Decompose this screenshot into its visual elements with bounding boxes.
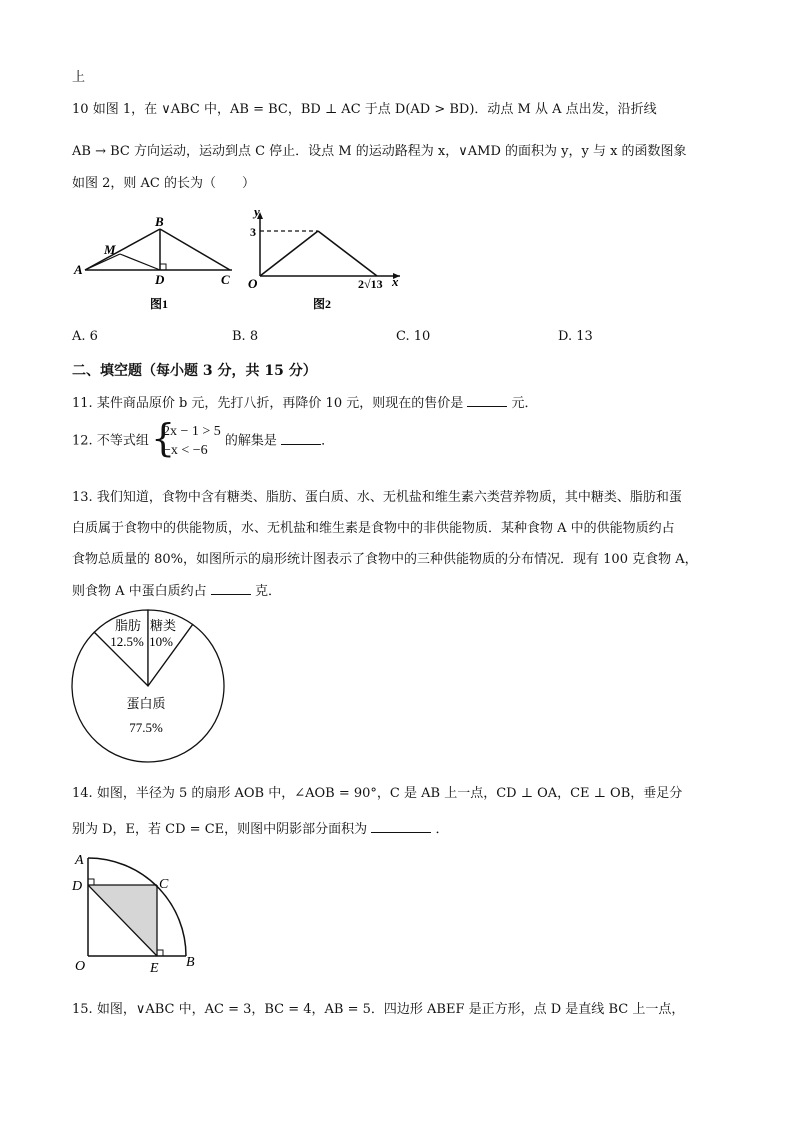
- slice-name-label: 蛋白质: [126, 696, 166, 711]
- label-a: A: [74, 262, 83, 277]
- label-o: O: [75, 959, 86, 974]
- question-12: 12. 不等式组 { 2x − 1 > 5 −x < −6 的解集是 ．: [72, 416, 335, 460]
- question-text: 则食物 A 中蛋白质约占: [72, 584, 207, 599]
- question-text-line: 如图，半径为 5 的扇形 AOB 中，∠AOB = 90°，C 是 AB 上一点，CD ⊥ OA，CE ⊥ OB，垂足分: [96, 786, 683, 801]
- figure-2-caption: 图2: [313, 297, 332, 311]
- question-text-line: 如图，∨ABC 中，AC = 3，BC = 4，AB = 5．四边形 ABEF 是正方形，点 D 是直线 BC 上一点，: [96, 1002, 685, 1017]
- answer-blank: [211, 581, 251, 595]
- graph-rise: [260, 231, 318, 276]
- question-text: 不等式组: [96, 433, 149, 449]
- question-15: [72, 998, 684, 1017]
- label-b: B: [155, 214, 164, 229]
- question-number: 10: [72, 102, 89, 117]
- question-number: 15.: [72, 1002, 93, 1017]
- x-end-label: 2√13: [358, 277, 383, 291]
- option-a: A. 6: [72, 329, 98, 344]
- answer-blank: [371, 819, 431, 833]
- slice-name-label: 糖类: [149, 618, 177, 633]
- graph-fall: [318, 231, 377, 276]
- sector-figure: [70, 848, 200, 978]
- right-angle-mark: [160, 264, 166, 270]
- inequality-system: [150, 416, 221, 460]
- brace-symbol: {: [150, 416, 176, 460]
- question-11: [72, 392, 538, 411]
- question-text: 元．: [511, 396, 538, 411]
- peak-value-label: 3: [250, 225, 256, 239]
- inequality-row: 2x − 1 > 5: [162, 424, 221, 439]
- right-angle-mark-e: [157, 950, 163, 956]
- slice-value-label: 77.5%: [129, 720, 163, 735]
- label-m: M: [104, 242, 116, 257]
- label-a: A: [75, 853, 84, 868]
- label-d: D: [72, 879, 83, 894]
- section-heading: 二、填空题（每小题 3 分，共 15 分）: [72, 363, 317, 379]
- question-number: 13.: [72, 490, 93, 505]
- question-number: 12.: [72, 433, 93, 449]
- question-text-line: 食物总质量的 80%，如图所示的扇形统计图表示了食物中的三种供能物质的分布情况．现有 100 克食物 A，: [72, 552, 698, 567]
- inequality-row: −x < −6: [162, 443, 208, 458]
- slice-value-label: 10%: [149, 634, 173, 649]
- answer-blank: [281, 431, 321, 445]
- right-angle-mark-d: [88, 879, 94, 885]
- question-text-line: 我们知道，食物中含有糖类、脂肪、蛋白质、水、无机盐和维生素六类营养物质，其中糖类、脂肪和蛋: [96, 490, 682, 505]
- y-axis-label: y: [254, 206, 260, 219]
- question-text-line: 白质属于食物中的供能物质，水、无机盐和维生素是食物中的非供能物质．某种食物 A 中的供能物质约占: [72, 521, 675, 536]
- answer-blank: [467, 393, 507, 407]
- label-b: B: [186, 955, 195, 970]
- side-ab: [85, 229, 160, 270]
- slice-value-label: 12.5%: [110, 634, 144, 649]
- option-c: C. 10: [396, 329, 431, 344]
- label-c: C: [221, 272, 230, 287]
- label-c: C: [159, 877, 169, 892]
- option-d: D. 13: [558, 329, 593, 344]
- question-text-line: 如图 2，则 AC 的长为（ ）: [72, 176, 256, 191]
- question-text-line: 如图 1，在 ∨ABC 中，AB = BC，BD ⊥ AC 于点 D(AD > BD)．动点 M 从 A 点出发，沿折线: [92, 102, 657, 117]
- segment-md: [120, 254, 160, 270]
- pie-chart: [70, 608, 226, 764]
- question-text: 克．: [254, 584, 281, 599]
- question-text: ．: [435, 822, 449, 837]
- side-bc: [160, 229, 230, 270]
- slice-name-label: 脂肪: [114, 618, 142, 633]
- label-e: E: [150, 961, 159, 976]
- question-number: 14.: [72, 786, 93, 801]
- question-text: 某件商品原价 b 元，先打八折，再降价 10 元，则现在的售价是: [96, 396, 464, 411]
- question-text: 别为 D，E，若 CD = CE，则图中阴影部分面积为: [72, 822, 368, 837]
- figure-1-triangle: [72, 214, 242, 314]
- origin-label: O: [248, 276, 258, 291]
- question-text: 的解集是: [224, 433, 277, 449]
- page-fragment: 上: [72, 70, 86, 85]
- option-b: B. 8: [232, 329, 259, 344]
- x-axis-label: x: [392, 274, 399, 289]
- label-d: D: [155, 272, 165, 287]
- question-number: 11.: [72, 396, 93, 411]
- figure-1-caption: 图1: [150, 297, 169, 311]
- figure-2-graph: [240, 206, 405, 314]
- question-text-line: AB → BC 方向运动，运动到点 C 停止．设点 M 的运动路程为 x，∨AMD 的面积为 y，y 与 x 的函数图象: [72, 144, 687, 159]
